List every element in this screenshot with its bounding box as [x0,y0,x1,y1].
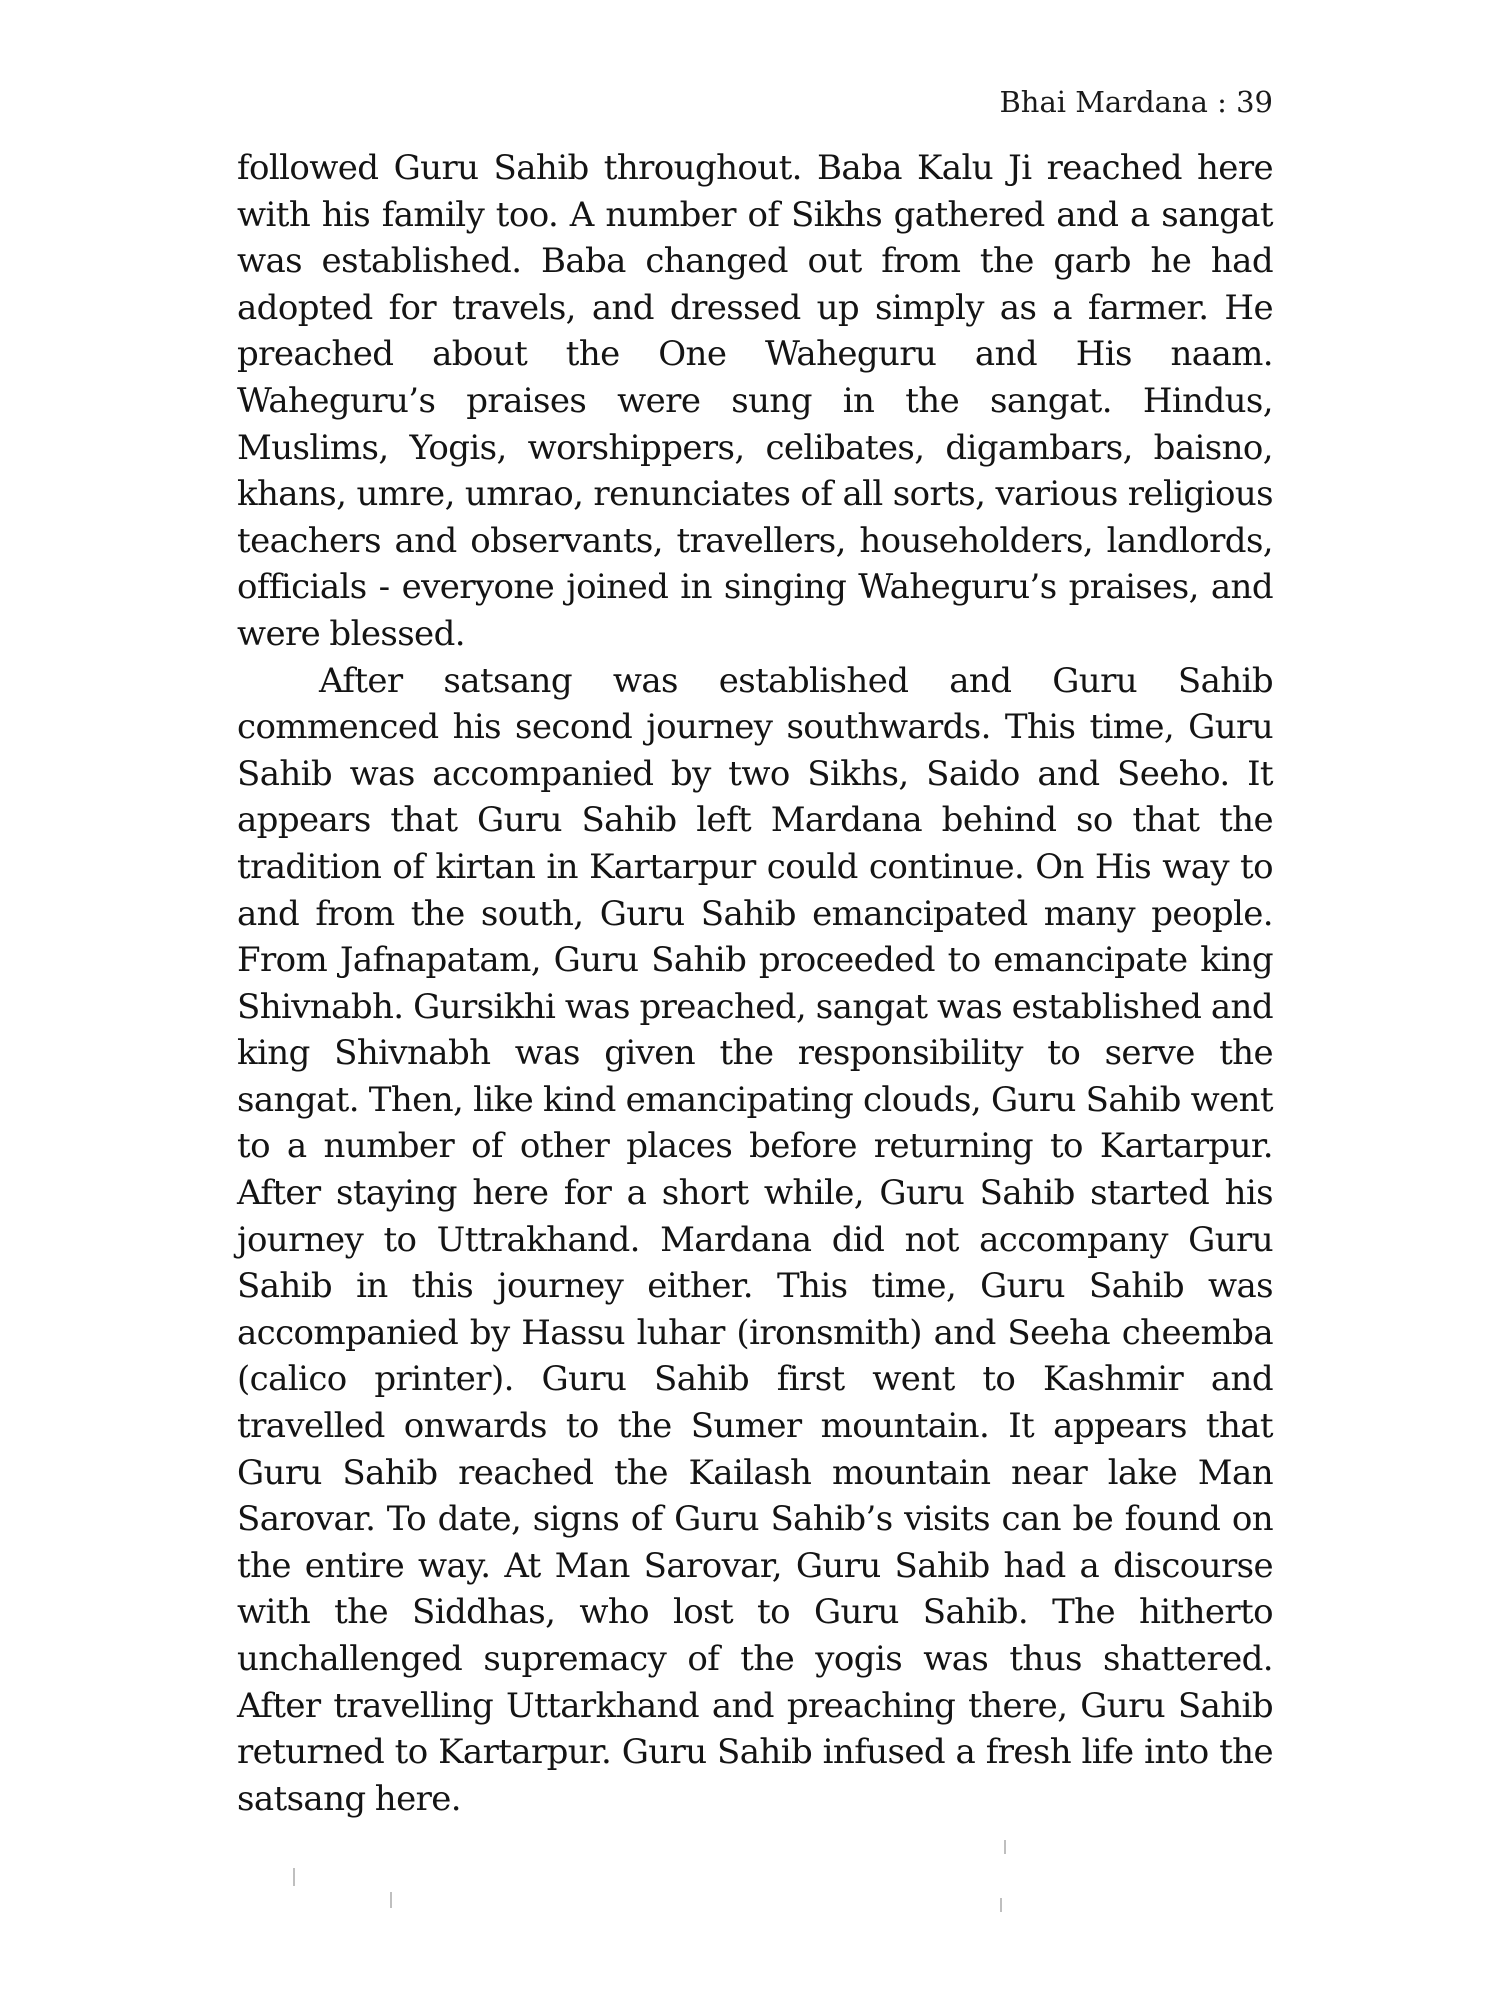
running-head: Bhai Mardana : 39 [999,85,1273,119]
scan-speck [1000,1898,1002,1912]
scan-speck [293,1868,295,1886]
scan-speck [390,1892,392,1908]
body-text [237,145,1273,1822]
paragraph-2: After satsang was established and Guru Sahib commenced his second journey southwards. This time, Guru Sahib was accompanied by two Sikhs, Saido and Seeho. It appears that Guru Sahib left Mardana behind so that the tradition of kirtan in Kartarpur could continue. On His way to and from the south, Guru Sahib emancipated many people. From Jafnapatam, Guru Sahib proceeded to emancipate king Shivnabh. Gursikhi was preached, sangat was established and king Shivnabh was given the responsibility to serve the sangat. Then, like kind emancipating clouds, Guru Sahib went to a number of other places before returning to Kartarpur. After staying here for a short while, Guru Sahib started his journey to Uttrakhand. Mardana did not accompany Guru Sahib in this journey either. This time, Guru Sahib was accompanied by Hassu luhar (ironsmith) and Seeha cheemba (calico printer). Guru Sahib first went to Kashmir and travelled onwards to the Sumer mountain. It appears that Guru Sahib reached the Kailash mountain near lake Man Sarovar. To date, signs of Guru Sahib’s visits can be found on the entire way. At Man Sarovar, Guru Sahib had a discourse with the Siddhas, who lost to Guru Sahib. The hitherto unchallenged supremacy of the yogis was thus shattered. After travelling Uttarkhand and preaching there, Guru Sahib returned to Kartarpur. Guru Sahib infused a fresh life into the satsang here. [237,660,1273,1819]
paragraph-1: followed Guru Sahib throughout. Baba Kalu Ji reached here with his family too. A number of Sikhs gathered and a sangat was established. Baba changed out from the garb he had adopted for travels, and dressed up simply as a farmer. He preached about the One Waheguru and His naam. Waheguru’s praises were sung in the sangat. Hindus, Muslims, Yogis, worshippers, celibates, digambars, baisno, khans, umre, umrao, renunciates of all sorts, various religious teachers and observants, travellers, householders, landlords, officials - everyone joined in singing Waheguru’s praises, and were blessed. [237,148,1273,654]
scan-speck [1004,1840,1006,1854]
